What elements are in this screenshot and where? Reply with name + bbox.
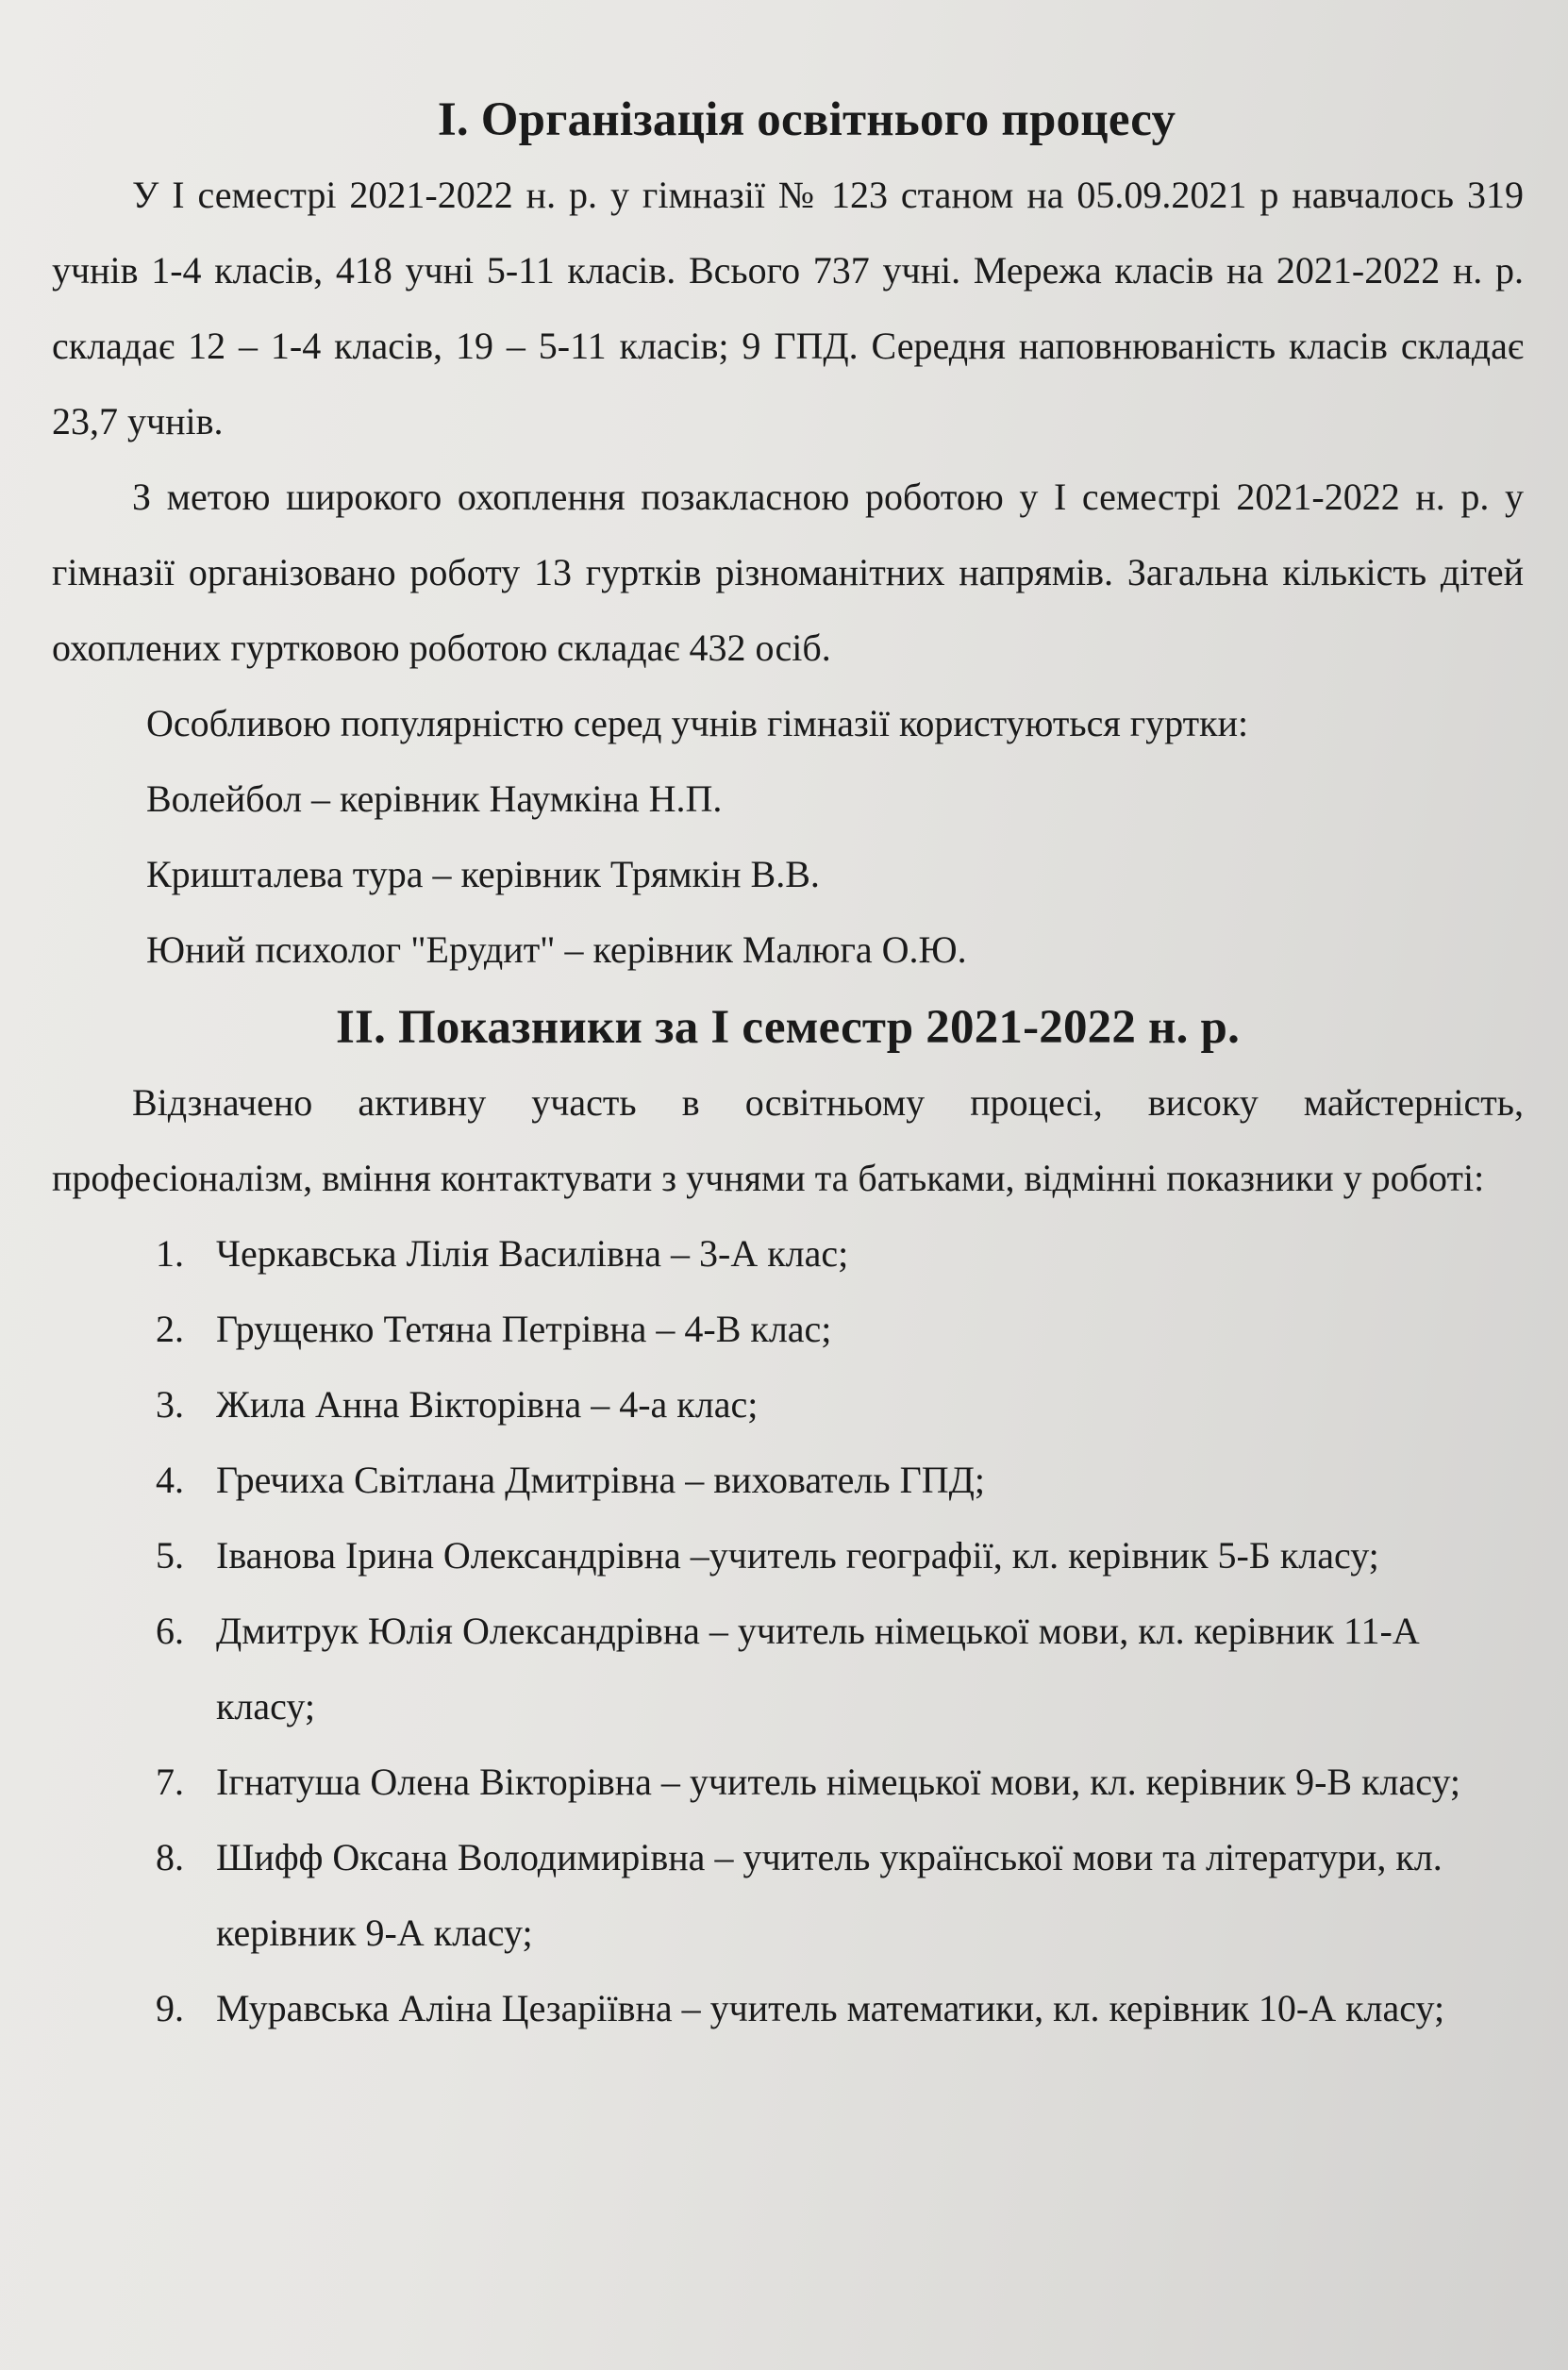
- list-item: [156, 1820, 1524, 1971]
- section-2-intro: Відзначено активну участь в освітньому процесі, високу майстерність, професіоналізм, вміння контактувати з учнями та батьками, відмінні показники у роботі:: [52, 1081, 1524, 1199]
- section-2-title: II. Показники за І семестр 2021-2022 н. р.: [335, 1001, 1241, 1054]
- list-item-text: Черкавська Лілія Василівна – 3-А клас;: [216, 1232, 849, 1275]
- list-item: [156, 1367, 1524, 1443]
- club-item: Волейбол – керівник Наумкіна Н.П.: [146, 777, 723, 820]
- list-item: [156, 1443, 1524, 1518]
- list-item: [156, 1594, 1524, 1744]
- section-1-paragraph-clubs: З метою широкого охоплення позакласною роботою у І семестрі 2021-2022 н. р. у гімназії організовано роботу 13 гуртків різноманітних напрямів. Загальна кількість дітей охоплених гуртковою роботою складає 432 осіб.: [52, 476, 1524, 669]
- list-item: [156, 1744, 1524, 1820]
- club-item: Кришталева тура – керівник Трямкін В.В.: [146, 853, 820, 895]
- list-item: [156, 1292, 1524, 1367]
- section-1-paragraph-enrollment: У І семестрі 2021-2022 н. р. у гімназії № 123 станом на 05.09.2021 р навчалось 319 учнів 1-4 класів, 418 учні 5-11 класів. Всього 737 учні. Мережа класів на 2021-2022 н. р. складає 12 – 1-4 класів, 19 – 5-11 класів; 9 ГПД. Середня наповнюваність класів складає 23,7 учнів.: [52, 174, 1524, 442]
- section-1-paragraph-popular: Особливою популярністю серед учнів гімназії користуються гуртки:: [146, 702, 1249, 744]
- list-item-number: 6.: [156, 1610, 184, 1652]
- list-item: [156, 1518, 1524, 1594]
- list-item-text: Дмитрук Юлія Олександрівна – учитель німецької мови, кл. керівник 11-А класу;: [216, 1610, 1420, 1727]
- list-item-number: 9.: [156, 1987, 184, 2029]
- list-item-number: 7.: [156, 1761, 184, 1803]
- list-item-number: 1.: [156, 1232, 184, 1275]
- list-item-text: Муравська Аліна Цезаріївна – учитель математики, кл. керівник 10-А класу;: [216, 1987, 1445, 2029]
- list-item-text: Шифф Оксана Володимирівна – учитель української мови та літератури, кл. керівник 9-А класу;: [216, 1836, 1443, 1954]
- teacher-list: [52, 1216, 1524, 2046]
- list-item-text: Ігнатуша Олена Вікторівна – учитель німецької мови, кл. керівник 9-В класу;: [216, 1761, 1461, 1803]
- document-content: [52, 90, 1524, 2046]
- list-item-text: Іванова Ірина Олександрівна –учитель географії, кл. керівник 5-Б класу;: [216, 1534, 1379, 1577]
- list-item: [156, 1971, 1524, 2046]
- section-1-title: I. Організація освітнього процесу: [437, 93, 1176, 146]
- list-item-text: Грущенко Тетяна Петрівна – 4-В клас;: [216, 1308, 832, 1350]
- list-item-number: 2.: [156, 1308, 184, 1350]
- list-item-text: Гречиха Світлана Дмитрівна – вихователь ГПД;: [216, 1459, 985, 1501]
- club-item: Юний психолог "Ерудит" – керівник Малюга О.Ю.: [146, 928, 967, 971]
- list-item-number: 3.: [156, 1383, 184, 1426]
- list-item: [156, 1216, 1524, 1292]
- list-item-text: Жила Анна Вікторівна – 4-а клас;: [216, 1383, 759, 1426]
- list-item-number: 8.: [156, 1836, 184, 1878]
- list-item-number: 4.: [156, 1459, 184, 1501]
- list-item-number: 5.: [156, 1534, 184, 1577]
